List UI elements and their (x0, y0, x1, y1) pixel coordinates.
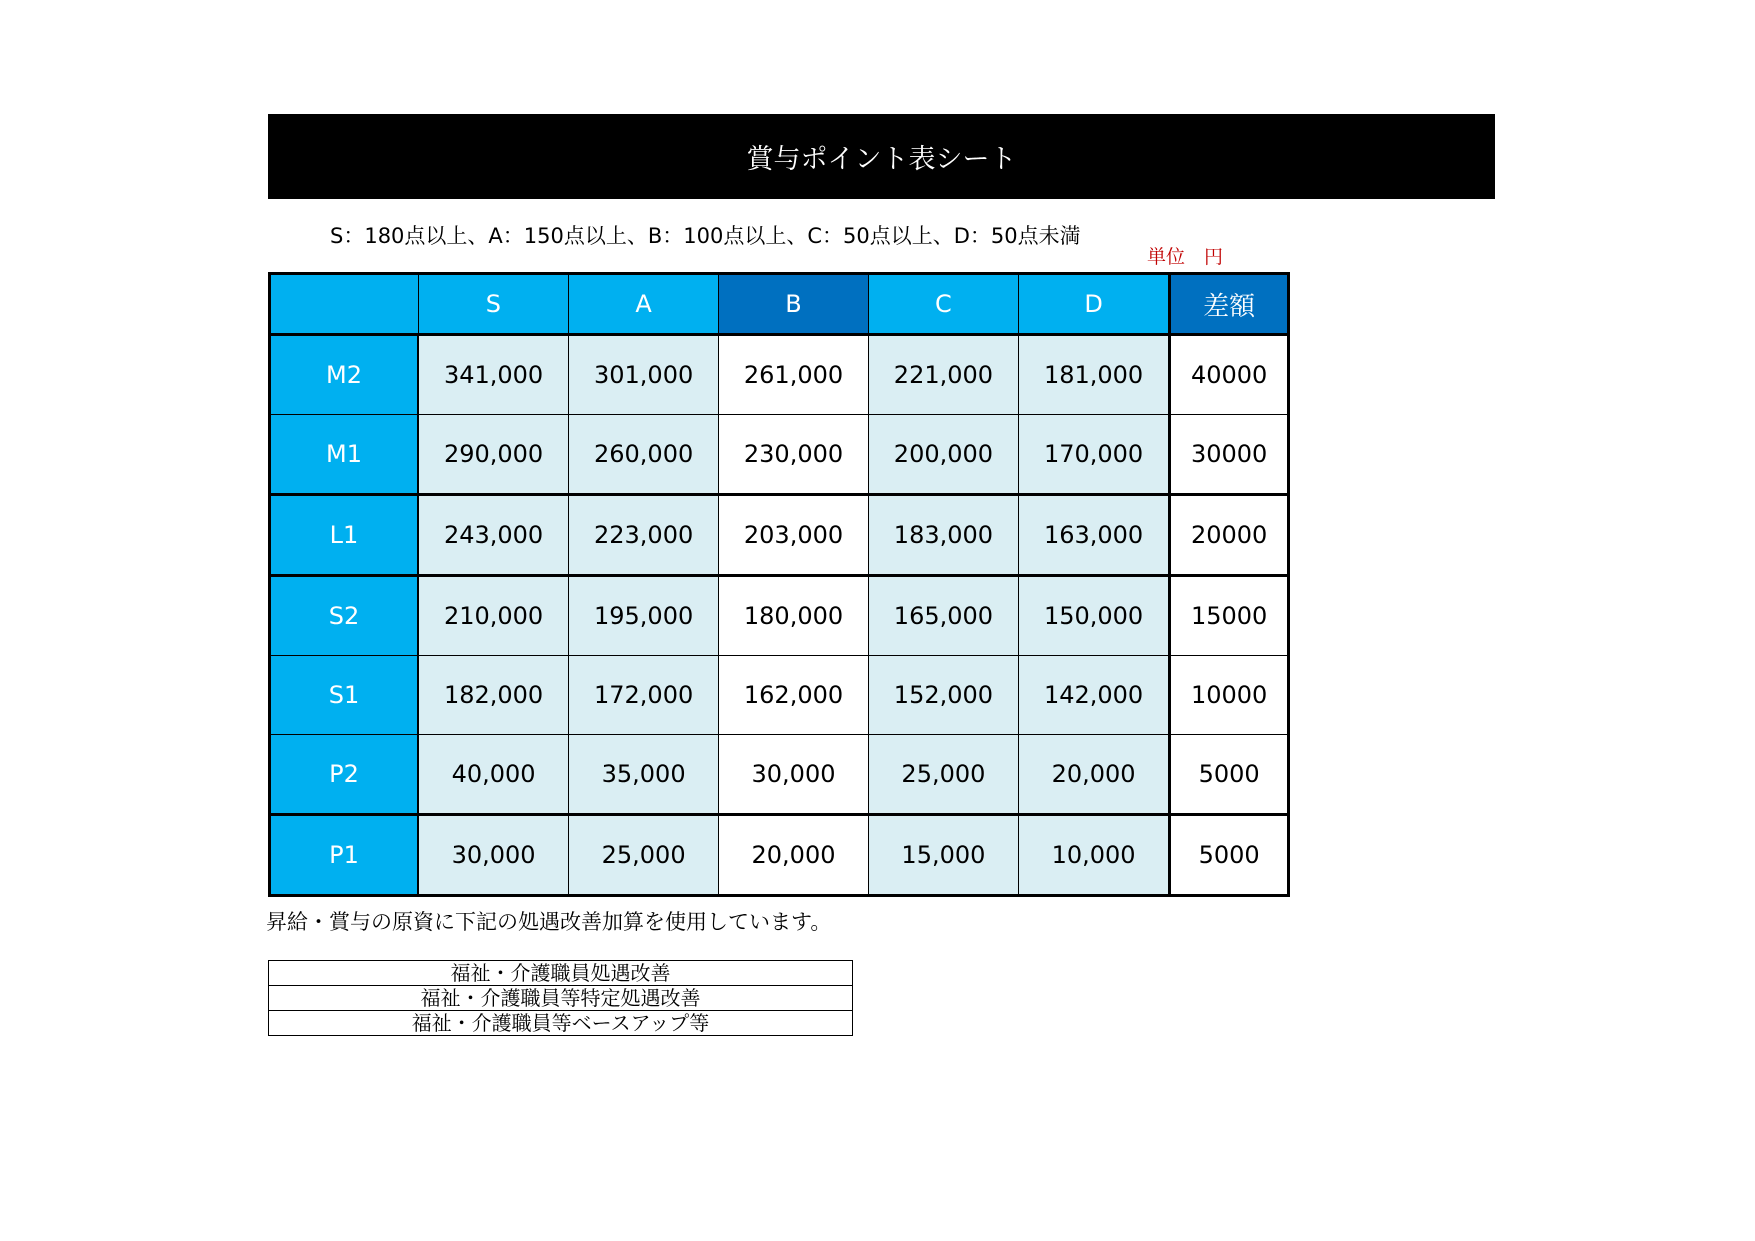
header-a: A (569, 274, 719, 335)
cell-s: 290,000 (418, 415, 569, 495)
cell-b: 180,000 (719, 576, 869, 656)
table-row (270, 576, 1289, 656)
cell-difference: 30000 (1170, 415, 1289, 495)
grade-criteria: S：180点以上、A：150点以上、B：100点以上、C：50点以上、D：50点未満 (330, 224, 1081, 248)
cell-c: 165,000 (868, 576, 1018, 656)
cell-difference: 5000 (1170, 735, 1289, 815)
cell-d: 150,000 (1018, 576, 1169, 656)
row-grade: M2 (270, 335, 419, 415)
cell-b: 261,000 (719, 335, 869, 415)
cell-difference: 20000 (1170, 495, 1289, 576)
cell-b: 162,000 (719, 656, 869, 735)
table-row (270, 495, 1289, 576)
cell-a: 25,000 (569, 815, 719, 896)
cell-s: 40,000 (418, 735, 569, 815)
list-item: 福祉・介護職員処遇改善 (269, 961, 853, 986)
table-header-row (270, 274, 1289, 335)
cell-d: 181,000 (1018, 335, 1169, 415)
cell-b: 203,000 (719, 495, 869, 576)
cell-d: 10,000 (1018, 815, 1169, 896)
cell-d: 20,000 (1018, 735, 1169, 815)
table-row (270, 656, 1289, 735)
cell-d: 170,000 (1018, 415, 1169, 495)
cell-c: 25,000 (868, 735, 1018, 815)
cell-a: 172,000 (569, 656, 719, 735)
cell-d: 163,000 (1018, 495, 1169, 576)
row-grade: L1 (270, 495, 419, 576)
cell-s: 182,000 (418, 656, 569, 735)
header-d: D (1018, 274, 1169, 335)
bonus-point-table (268, 272, 1290, 897)
cell-c: 221,000 (868, 335, 1018, 415)
cell-c: 15,000 (868, 815, 1018, 896)
table-row (270, 735, 1289, 815)
cell-difference: 15000 (1170, 576, 1289, 656)
cell-s: 210,000 (418, 576, 569, 656)
cell-a: 195,000 (569, 576, 719, 656)
page-title: 賞与ポイント表シート (268, 114, 1495, 199)
cell-difference: 10000 (1170, 656, 1289, 735)
table-row (270, 335, 1289, 415)
cell-d: 142,000 (1018, 656, 1169, 735)
cell-c: 200,000 (868, 415, 1018, 495)
cell-b: 230,000 (719, 415, 869, 495)
list-item: 福祉・介護職員等特定処遇改善 (269, 986, 853, 1011)
table-row (270, 815, 1289, 896)
row-grade: M1 (270, 415, 419, 495)
cell-b: 20,000 (719, 815, 869, 896)
row-grade: S1 (270, 656, 419, 735)
cell-b: 30,000 (719, 735, 869, 815)
corner-cell (270, 274, 419, 335)
cell-s: 30,000 (418, 815, 569, 896)
table-row (270, 415, 1289, 495)
cell-difference: 40000 (1170, 335, 1289, 415)
cell-a: 301,000 (569, 335, 719, 415)
cell-difference: 5000 (1170, 815, 1289, 896)
cell-s: 243,000 (418, 495, 569, 576)
list-item: 福祉・介護職員等ベースアップ等 (269, 1011, 853, 1036)
funding-note: 昇給・賞与の原資に下記の処遇改善加算を使用しています。 (266, 910, 832, 934)
cell-a: 223,000 (569, 495, 719, 576)
row-grade: P2 (270, 735, 419, 815)
row-grade: P1 (270, 815, 419, 896)
header-difference: 差額 (1170, 274, 1289, 335)
cell-c: 152,000 (868, 656, 1018, 735)
cell-s: 341,000 (418, 335, 569, 415)
cell-c: 183,000 (868, 495, 1018, 576)
header-s: S (418, 274, 569, 335)
row-grade: S2 (270, 576, 419, 656)
allowance-list (268, 960, 853, 1036)
cell-a: 260,000 (569, 415, 719, 495)
unit-label: 単位 円 (1147, 246, 1224, 268)
header-b: B (719, 274, 869, 335)
header-c: C (868, 274, 1018, 335)
cell-a: 35,000 (569, 735, 719, 815)
